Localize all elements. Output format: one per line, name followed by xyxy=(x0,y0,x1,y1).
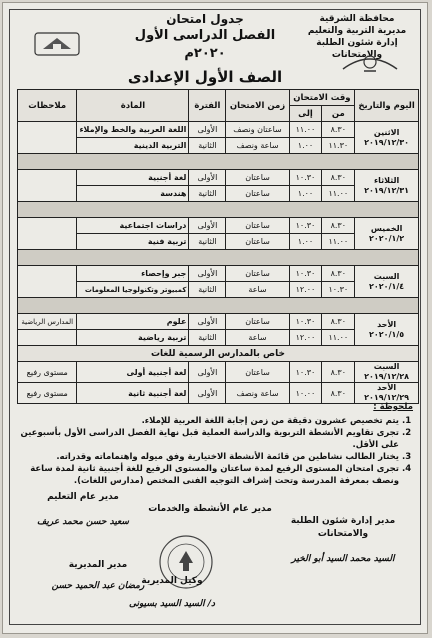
sig-name: رمضان عبد الحميد حسن xyxy=(51,581,145,591)
time-to: ١٠.٣٠ xyxy=(289,218,322,234)
table-row xyxy=(18,170,419,186)
table-row xyxy=(18,314,419,330)
time-from: ١١.٣٠ xyxy=(322,138,355,154)
duration: ساعتان xyxy=(226,170,289,186)
day-cell xyxy=(355,170,419,202)
note xyxy=(18,266,77,298)
period: الأولى xyxy=(189,314,226,330)
notes-list xyxy=(17,415,413,487)
time-to: ١٠.٣٠ xyxy=(289,314,322,330)
time-from: ٨.٣٠ xyxy=(322,266,355,282)
day-name: الأحد xyxy=(377,319,397,329)
time-to: ١٢.٠٠ xyxy=(289,282,322,298)
col-day-date: اليوم والتاريخ xyxy=(355,90,419,122)
time-from: ٨.٣٠ xyxy=(322,314,355,330)
day-date: ٢٠٢٠/١/٥ xyxy=(369,329,405,339)
time-to: ١١.٠٠ xyxy=(289,122,322,138)
sig-title: مدير عام الأنشطة والخدمات xyxy=(148,504,272,514)
subject: علوم xyxy=(77,314,189,330)
sig-name: سعيد حسن محمد عريف xyxy=(37,517,129,527)
period: الأولى xyxy=(189,266,226,282)
day-name: الاثنين xyxy=(373,127,400,137)
notes-title: ملحوظة : xyxy=(373,402,413,412)
time-from: ٨.٣٠ xyxy=(322,122,355,138)
duration: ساعة xyxy=(226,330,289,346)
time-to: ١.٠٠ xyxy=(289,234,322,250)
notes-section xyxy=(17,401,413,487)
signature-activities xyxy=(145,503,275,516)
day-date: ٢٠١٩/١٢/٣٠ xyxy=(364,137,410,147)
time-to: ١٠.٣٠ xyxy=(289,362,322,383)
sig-title: مدير عام التعليم xyxy=(47,492,119,502)
sig-name: السيد محمد السيد أبو الخير xyxy=(291,554,395,564)
doc-title: جدول امتحان xyxy=(166,12,244,26)
signature-education xyxy=(23,491,143,529)
exam-schedule-document xyxy=(2,2,428,634)
signature-deputy xyxy=(117,575,227,611)
time-from: ٨.٣٠ xyxy=(322,383,355,404)
day-date: ٢٠١٩/١٢/٢٩ xyxy=(364,393,410,402)
duration: ساعتان xyxy=(226,186,289,202)
subject: تربية رياضية xyxy=(77,330,189,346)
note: مستوى رفيع xyxy=(18,362,77,383)
duration: ساعتان xyxy=(226,314,289,330)
subject: لغة أجنبية أولى xyxy=(77,362,189,383)
day-cell xyxy=(355,314,419,346)
duration: ساعتان ونصف xyxy=(226,122,289,138)
subject: التربية الدينية xyxy=(77,138,189,154)
period: الأولى xyxy=(189,383,226,404)
subject: تربية فنية xyxy=(77,234,189,250)
period: الثانية xyxy=(189,138,226,154)
lang-schools-header xyxy=(18,346,419,362)
time-to: ١.٠٠ xyxy=(289,186,322,202)
note xyxy=(18,170,77,202)
time-from: ٨.٣٠ xyxy=(322,218,355,234)
table-row xyxy=(18,218,419,234)
note-item: 2. تجرى تقاويم الأنشطة التربوية والدراسة العملية قبل نهاية الفصل الدراسى الأول بأسبوعين على الأقل. xyxy=(17,427,399,451)
day-cell xyxy=(355,266,419,298)
day-date: ٢٠١٩/١٢/٣١ xyxy=(364,185,410,195)
signature-students-affairs xyxy=(273,515,413,566)
directorate-emblem-icon xyxy=(33,29,81,59)
duration: ساعتان xyxy=(226,234,289,250)
ministry-logo-icon xyxy=(339,49,401,73)
lang-schools-title: خاص بالمدارس الرسمية للغات xyxy=(18,346,419,362)
subject: دراسات اجتماعية xyxy=(77,218,189,234)
duration: ساعتان xyxy=(226,362,289,383)
day-name: السبت xyxy=(373,271,400,281)
document-titles xyxy=(113,11,297,87)
duration: ساعة ونصف xyxy=(226,138,289,154)
duration: ساعة xyxy=(226,282,289,298)
col-period: الفترة xyxy=(189,90,226,122)
gov-line-2: مديرية التربية والتعليم xyxy=(307,26,407,36)
period: الأولى xyxy=(189,362,226,383)
time-from: ١١.٠٠ xyxy=(322,186,355,202)
period: الثانية xyxy=(189,330,226,346)
subject: هندسة xyxy=(77,186,189,202)
exam-table xyxy=(17,89,419,404)
note xyxy=(18,218,77,250)
day-name: الثلاثاء xyxy=(374,175,400,185)
period: الأولى xyxy=(189,122,226,138)
col-subject: المادة xyxy=(77,90,189,122)
subject: جبر وإحصاء xyxy=(77,266,189,282)
term-title: الفصل الدراسى الأول ٢٠٢٠م xyxy=(134,28,276,61)
time-from: ١٠.٣٠ xyxy=(322,282,355,298)
time-to: ١٢.٠٠ xyxy=(289,330,322,346)
note-item: 4. تجرى امتحان المستوى الرفيع لمدة ساعتان والمستوى الرفيع للغة أجنبية ثانية لمدة ساعة ونصف بمعرفة المدرسة وتحت إشراف التوجيه الفنى المختص (مدارس اللغات). xyxy=(17,463,399,487)
day-cell xyxy=(355,362,419,383)
gov-line-3: إدارة شئون الطلبة والامتحانات xyxy=(316,38,398,60)
note: مستوى رفيع xyxy=(18,383,77,404)
note xyxy=(18,122,77,154)
subject: لغة أجنبية xyxy=(77,170,189,186)
sig-title: وكيل المديرية xyxy=(141,576,203,586)
sig-title: مدير المديرية xyxy=(68,560,128,570)
day-date: ٢٠١٩/١٢/٢٨ xyxy=(364,372,410,381)
day-date: ٢٠٢٠/١/٢ xyxy=(369,233,405,243)
subject: لغة أجنبية ثانية xyxy=(77,383,189,404)
time-to: ١٠.٠٠ xyxy=(289,383,322,404)
grade-title: الصف الأول الإعدادى xyxy=(127,68,283,86)
time-to: ١٠.٣٠ xyxy=(289,266,322,282)
gov-line-1: محافظة الشرقية xyxy=(319,14,395,24)
period: الأولى xyxy=(189,218,226,234)
table-row xyxy=(18,122,419,138)
time-from: ٨.٣٠ xyxy=(322,170,355,186)
period: الثانية xyxy=(189,282,226,298)
time-from: ١١.٠٠ xyxy=(322,234,355,250)
note-item: 1. يتم تخصيص عشرون دقيقة من زمن إجابة اللغة العربية للإملاء. xyxy=(17,415,399,427)
time-to: ١.٠٠ xyxy=(289,138,322,154)
day-date: ٢٠٢٠/١/٤ xyxy=(369,281,405,291)
day-name: الخميس xyxy=(370,223,403,233)
period: الثانية xyxy=(189,234,226,250)
sig-title: مدير إدارة شئون الطلبة والامتحانات xyxy=(290,516,396,539)
period: الثانية xyxy=(189,186,226,202)
col-duration: زمن الامتحان xyxy=(226,90,289,122)
subject: اللغة العربية والخط والإملاء xyxy=(77,122,189,138)
duration: ساعتان xyxy=(226,218,289,234)
table-row xyxy=(18,362,419,383)
table-row xyxy=(18,266,419,282)
note: المدارس الرياضية xyxy=(18,314,77,330)
period: الأولى xyxy=(189,170,226,186)
note-item: 3. يختار الطالب نشاطين من قائمة الأنشطة الاختيارية وفق ميوله واهتماماته وقدراته. xyxy=(17,451,399,463)
time-from: ٨.٣٠ xyxy=(322,362,355,383)
time-to: ١٠.٣٠ xyxy=(289,170,322,186)
duration: ساعة ونصف xyxy=(226,383,289,404)
note xyxy=(18,330,77,346)
day-cell xyxy=(355,122,419,154)
col-time: وقت الامتحان xyxy=(289,90,355,106)
col-to: إلى xyxy=(289,106,322,122)
col-from: من xyxy=(322,106,355,122)
col-notes: ملاحظات xyxy=(18,90,77,122)
day-cell xyxy=(355,218,419,250)
sig-name: د/ السيد السيد بسيونى xyxy=(128,599,216,609)
subject: كمبيوتر وتكنولوجيا المعلومات xyxy=(77,282,189,298)
day-name: السبت xyxy=(373,362,400,371)
duration: ساعتان xyxy=(226,266,289,282)
time-from: ١١.٠٠ xyxy=(322,330,355,346)
day-name: الأحد xyxy=(377,383,397,392)
